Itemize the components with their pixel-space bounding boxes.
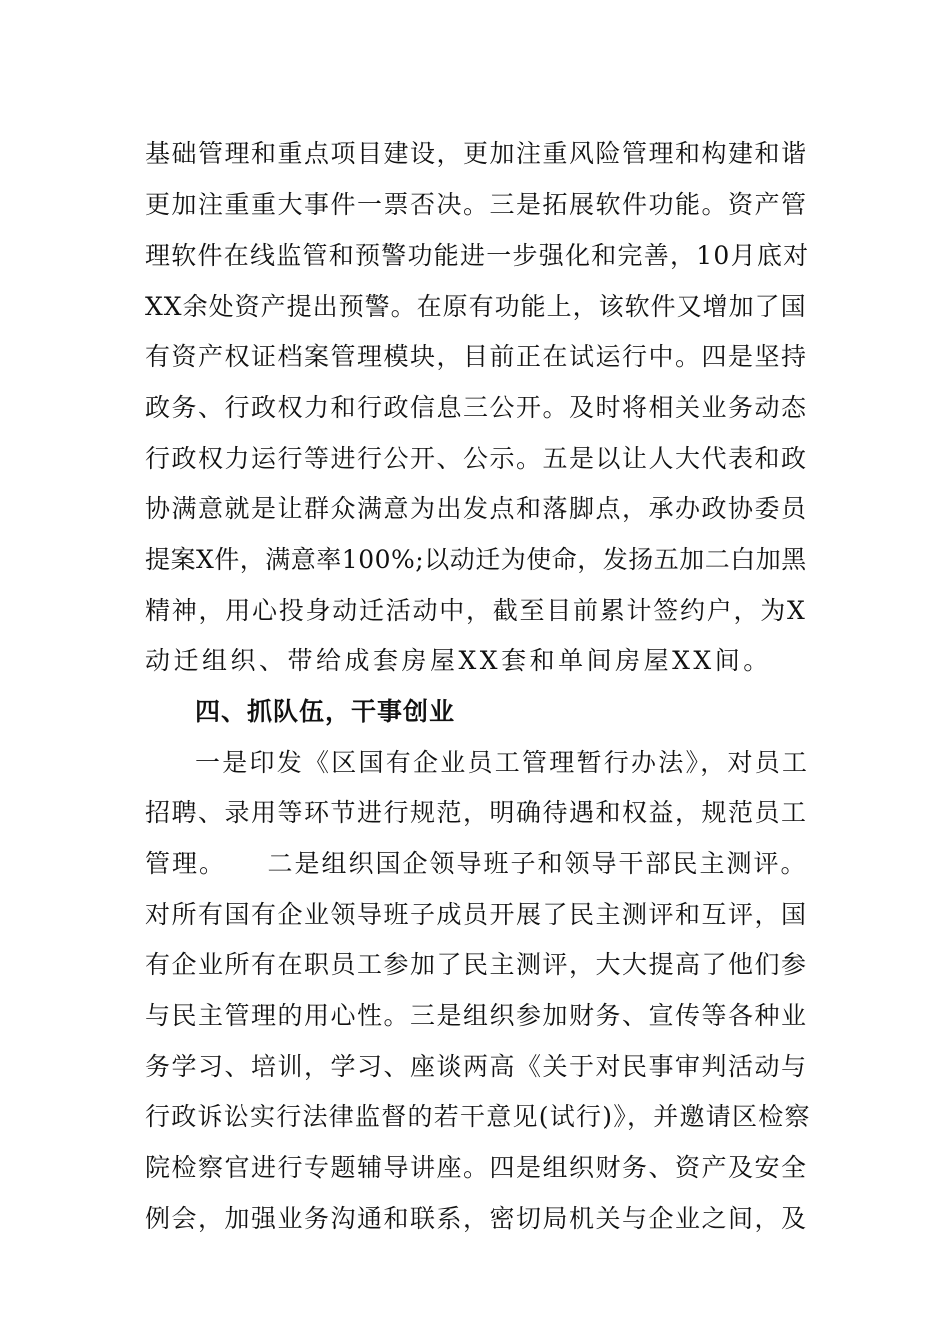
body-text-line: 有企业所有在职员工参加了民主测评，大大提高了他们参 xyxy=(145,950,808,979)
section-heading: 四、抓队伍，干事创业 xyxy=(195,697,456,726)
body-text-line: 行政权力运行等进行公开、公示。五是以让人大代表和政 xyxy=(145,444,808,473)
body-text-line: 一是印发《区国有企业员工管理暂行办法》，对员工 xyxy=(195,748,810,777)
body-text-line: 院检察官进行专题辅导讲座。四是组织财务、资产及安全 xyxy=(145,1153,808,1182)
body-text-line: 理软件在线监管和预警功能进一步强化和完善，10月底对 xyxy=(145,241,810,270)
body-text-line: 招聘、录用等环节进行规范，明确待遇和权益，规范员工 xyxy=(145,798,808,827)
body-text-line: 对所有国有企业领导班子成员开展了民主测评和互评，国 xyxy=(145,900,808,929)
body-text-line: XX余处资产提出预警。在原有功能上，该软件又增加了国 xyxy=(145,292,807,321)
body-text-line: 更加注重重大事件一票否决。三是拓展软件功能。资产管 xyxy=(145,190,808,219)
body-text-line: 例会，加强业务沟通和联系，密切局机关与企业之间，及 xyxy=(145,1204,808,1233)
body-text-line: 管理。 二是组织国企领导班子和领导干部民主测评。 xyxy=(145,849,808,878)
body-text-line: 基础管理和重点项目建设，更加注重风险管理和构建和谐 xyxy=(145,139,808,168)
body-text-line: 动迁组织、带给成套房屋XX套和单间房屋XX间。 xyxy=(145,646,772,675)
body-text-line: 提案X件，满意率100%;以动迁为使命，发扬五加二白加黑 xyxy=(145,545,807,574)
body-text-line: 行政诉讼实行法律监督的若干意见(试行)》，并邀请区检察 xyxy=(145,1102,811,1131)
body-text-line: 精神，用心投身动迁活动中，截至目前累计签约户，为X xyxy=(145,596,807,625)
body-text-line: 有资产权证档案管理模块，目前正在试运行中。四是坚持 xyxy=(145,342,808,371)
body-text-line: 与民主管理的用心性。三是组织参加财务、宣传等各种业 xyxy=(145,1001,808,1030)
body-text-line: 务学习、培训，学习、座谈两高《关于对民事审判活动与 xyxy=(145,1052,808,1081)
body-text-line: 协满意就是让群众满意为出发点和落脚点，承办政协委员 xyxy=(145,494,808,523)
body-text-line: 政务、行政权力和行政信息三公开。及时将相关业务动态 xyxy=(145,393,808,422)
